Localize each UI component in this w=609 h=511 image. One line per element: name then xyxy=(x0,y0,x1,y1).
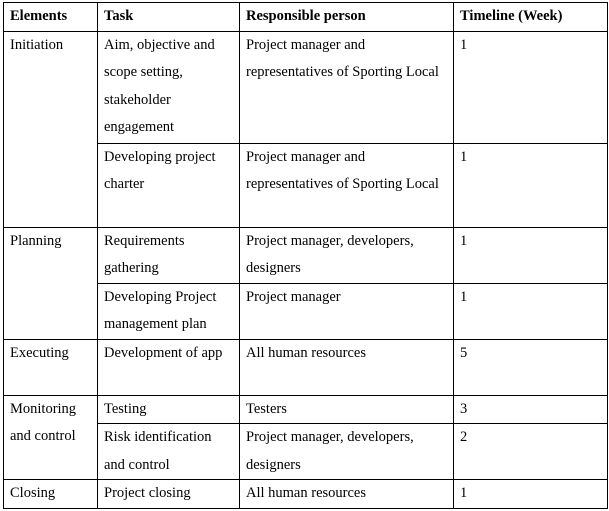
header-task: Task xyxy=(98,3,240,32)
task-cell: Requirements gathering xyxy=(98,227,240,283)
task-cell: Developing project charter xyxy=(98,143,240,227)
timeline-cell: 1 xyxy=(454,31,608,143)
timeline-cell: 1 xyxy=(454,227,608,283)
element-cell: Closing xyxy=(4,480,98,509)
timeline-cell: 1 xyxy=(454,480,608,509)
responsible-cell: Project manager, developers, designers xyxy=(240,227,454,283)
timeline-cell: 5 xyxy=(454,339,608,395)
timeline-cell: 2 xyxy=(454,424,608,480)
table-header-row xyxy=(4,3,608,32)
element-cell: Planning xyxy=(4,227,98,339)
responsible-cell: Project manager xyxy=(240,283,454,339)
task-cell: Risk identification and control xyxy=(98,424,240,480)
responsible-cell: Project manager and representatives of Sporting Local xyxy=(240,143,454,227)
task-cell: Project closing xyxy=(98,480,240,509)
task-cell: Developing Project management plan xyxy=(98,283,240,339)
header-responsible-person: Responsible person xyxy=(240,3,454,32)
task-cell: Aim, objective and scope setting, stakeholder engagement xyxy=(98,31,240,143)
header-elements: Elements xyxy=(4,3,98,32)
responsible-cell: All human resources xyxy=(240,480,454,509)
table-row xyxy=(4,227,608,283)
table-row xyxy=(4,395,608,424)
header-timeline: Timeline (Week) xyxy=(454,3,608,32)
responsible-cell: Project manager and representatives of Sporting Local xyxy=(240,31,454,143)
responsible-cell: Testers xyxy=(240,395,454,424)
element-cell: Executing xyxy=(4,339,98,395)
table-row xyxy=(4,339,608,395)
table-row xyxy=(4,31,608,143)
table-row xyxy=(4,480,608,509)
timeline-cell: 1 xyxy=(454,143,608,227)
project-timeline-table xyxy=(3,2,608,509)
timeline-cell: 3 xyxy=(454,395,608,424)
responsible-cell: All human resources xyxy=(240,339,454,395)
element-cell: Initiation xyxy=(4,31,98,227)
task-cell: Testing xyxy=(98,395,240,424)
element-cell: Monitoring and control xyxy=(4,395,98,480)
task-cell: Development of app xyxy=(98,339,240,395)
timeline-cell: 1 xyxy=(454,283,608,339)
responsible-cell: Project manager, developers, designers xyxy=(240,424,454,480)
